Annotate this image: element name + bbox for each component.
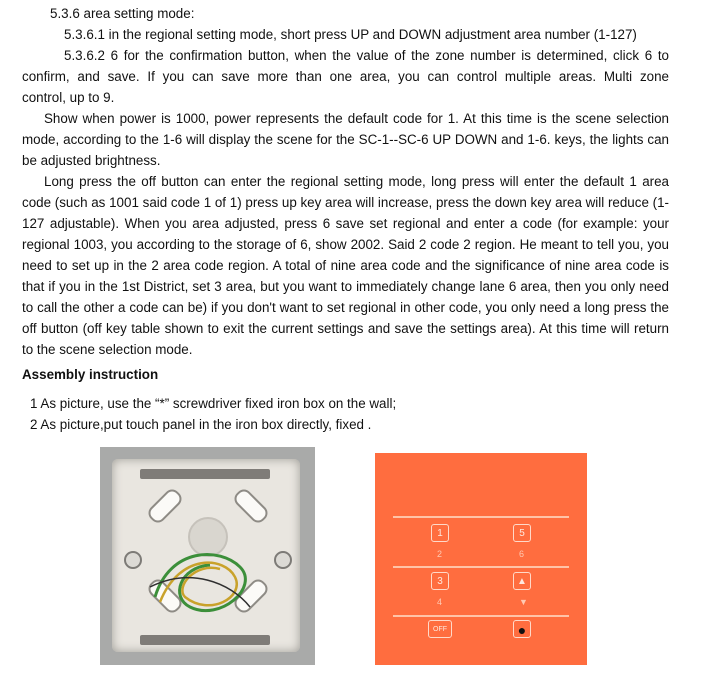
panel-key-down: ▼	[519, 597, 528, 607]
panel-key-3-number: 4	[437, 597, 443, 607]
section-item-2-line-2: confirm, and save. If you can save more than one area, you can control multiple areas. Multi zone	[22, 69, 669, 84]
panel-key-off: OFF	[428, 620, 452, 638]
section-title: 5.3.6 area setting mode:	[50, 6, 195, 21]
panel-key-5: 5	[513, 524, 531, 542]
panel-key-up: ▲	[513, 572, 531, 590]
panel-divider	[393, 516, 569, 518]
panel-key-1-number: 2	[437, 549, 443, 559]
assembly-step-2: 2 As picture,put touch panel in the iron box directly, fixed .	[30, 417, 372, 432]
assembly-step-1: 1 As picture, use the “*” screwdriver fixed iron box on the wall;	[30, 396, 397, 411]
paragraph-show: Show when power is 1000, power represents the default code for 1. At this time is the scene selection mode, according to the 1-6 will display the scene for the SC-1--SC-6 UP DOWN and 1-6. keys, the lights can be adjusted brightness.	[22, 111, 669, 168]
iron-box-photo	[100, 447, 315, 665]
assembly-heading: Assembly instruction	[22, 367, 159, 382]
panel-key-indicator: ●	[513, 620, 531, 638]
panel-divider	[393, 615, 569, 617]
panel-divider	[393, 566, 569, 568]
touch-panel-photo	[375, 453, 587, 665]
wires-icon	[100, 447, 315, 665]
section-item-2: 5.3.6.2 6 for the confirmation button, when the value of the zone number is determined, click 6 to	[64, 48, 669, 63]
panel-key-5-number: 6	[519, 549, 525, 559]
paragraph-long-press: Long press the off button can enter the regional setting mode, long press will enter the default 1 area code (such as 1001 said code 1 of 1) press up key area will increase, press the down key area will reduce (1-127 adjustable). When you area adjusted, press 6 save set regional and enter a code (for example: your regional 1003, you according to the storage of 6, show 2002. Said 2 code 2 region. He meant to tell you, you need to set up in the 2 area code region. A total of nine area code and the significance of nine area code is that if you in the 1st District, set 3 area, but you want to immediately change lane 6 area, then you only need to call the other a code can be) if you don't want to set regional in other code, you only need a long press the off button (off key table shown to exit the current settings and save the settings area). At this time will return to the scene selection mode.	[22, 174, 669, 357]
section-item-2-line-3: control, up to 9.	[22, 90, 115, 105]
panel-key-1: 1	[431, 524, 449, 542]
panel-key-3: 3	[431, 572, 449, 590]
section-item-1: 5.3.6.1 in the regional setting mode, short press UP and DOWN adjustment area number (1-127)	[64, 27, 637, 42]
